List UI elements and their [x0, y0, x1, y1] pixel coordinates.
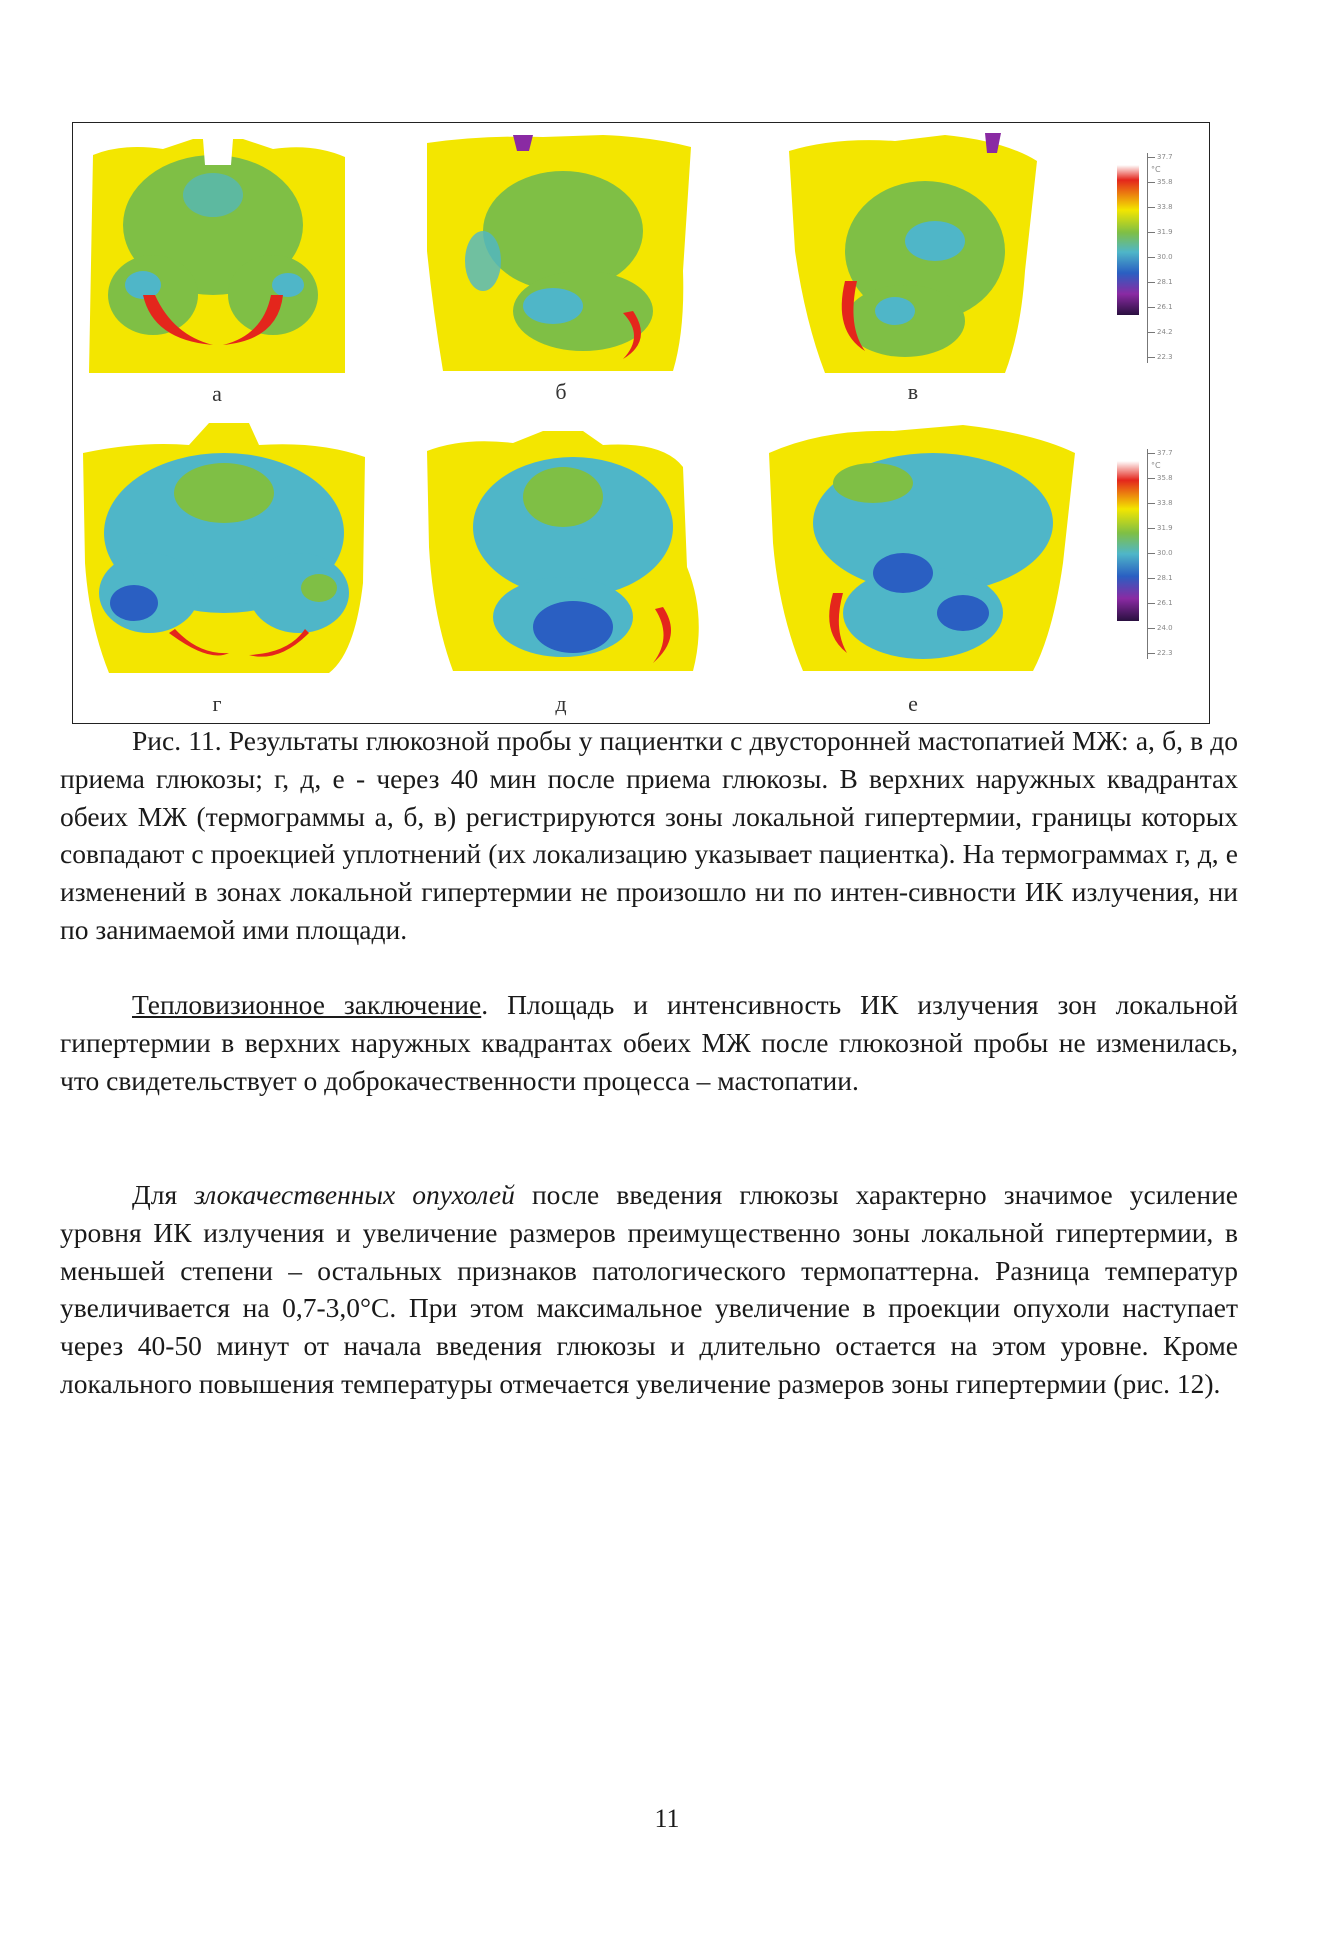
scale-tick-label: 31.9: [1157, 228, 1173, 236]
panel-letter-e: е: [908, 691, 918, 716]
panel-letter-b: б: [555, 379, 567, 404]
panel-letter-d: д: [555, 691, 567, 716]
scale-tick-label: 33.8: [1157, 203, 1173, 211]
scale-tick-label: 37.7: [1157, 449, 1173, 457]
scale-tick-label: 35.8: [1157, 474, 1173, 482]
scale-unit: °C: [1151, 165, 1161, 174]
thermogram-g: [79, 423, 369, 673]
scale-tick-label: 28.1: [1157, 574, 1173, 582]
scale-tick-label: 24.0: [1157, 624, 1173, 632]
conclusion-heading: Тепловизионное заключение: [132, 989, 482, 1020]
thermogram-e: [763, 423, 1079, 671]
scale-tick-label: 33.8: [1157, 499, 1173, 507]
panel-letter-v: в: [907, 379, 919, 404]
thermogram-b: [423, 131, 695, 371]
color-bar: [1117, 461, 1139, 621]
body-paragraph: [60, 1176, 1238, 1403]
thermogram-a: [83, 135, 351, 373]
scale-tick-label: 22.3: [1157, 649, 1173, 657]
color-bar: [1117, 165, 1139, 315]
panel-letter-g: г: [212, 691, 222, 716]
paragraph-lead: Для: [132, 1179, 195, 1210]
scale-tick-label: 37.7: [1157, 153, 1173, 161]
paragraph-text: после введения глюкозы характерно значимое усиление уровня ИК излучения и увеличение размеров преимущественно зоны локальной гипертермии, в меньшей степени – остальных признаков патологического термопаттерна. Разница температур увеличивается на 0,7-3,0°С. При этом максимальное увеличение в проекции опухоли наступает через 40-50 минут от начала введения глюкозы и длительно остается на этом уровне. Кроме локального повышения температуры отмечается увеличение размеров зоны гипертермии (рис. 12).: [60, 1179, 1239, 1399]
figure-11: [72, 122, 1210, 724]
figure-caption: [60, 722, 1238, 949]
scale-tick-label: 24.2: [1157, 328, 1173, 336]
caption-label: Рис. 11.: [132, 725, 222, 756]
scale-tick-label: 28.1: [1157, 278, 1173, 286]
scale-unit: °C: [1151, 461, 1161, 470]
scale-tick-label: 35.8: [1157, 178, 1173, 186]
thermogram-d: [423, 427, 707, 671]
scale-tick-label: 30.0: [1157, 253, 1173, 261]
thermogram-v: [785, 131, 1041, 373]
page-number: 11: [654, 1804, 680, 1833]
conclusion-paragraph: [60, 986, 1238, 1099]
panel-letter-a: а: [212, 381, 222, 406]
temperature-scale-top: [1117, 153, 1197, 383]
scale-tick-label: 30.0: [1157, 549, 1173, 557]
caption-text: Результаты глюкозной пробы у пациентки с двусторонней мастопатией МЖ: а, б, в до приема глюкозы; г, д, е - через 40 мин после приема глюкозы. В верхних наружных квадрантах обеих МЖ (термограммы а, б, в) регистрируются зоны локальной гипертермии, границы которых совпадают с проекцией уплотнений (их локализацию указывает пациентка). На термограммах г, д, е изменений в зонах локальной гипертермии не произошло ни по интен-сивности ИК излучения, ни по занимаемой ими площади.: [60, 725, 1238, 945]
temperature-scale-bottom: [1117, 449, 1197, 679]
scale-tick-label: 22.3: [1157, 353, 1173, 361]
scale-tick-label: 26.1: [1157, 599, 1173, 607]
conclusion-text: . Площадь и интенсивность ИК излучения зон локальной гипертермии в верхних наружных квадрантах обеих МЖ после глюкозной пробы не изменилась, что свидетельствует о доброкачественности процесса – мастопатии.: [60, 989, 1238, 1096]
scale-tick-label: 31.9: [1157, 524, 1173, 532]
scale-tick-label: 26.1: [1157, 303, 1173, 311]
paragraph-emphasis: злокачественных опухолей: [194, 1179, 515, 1210]
